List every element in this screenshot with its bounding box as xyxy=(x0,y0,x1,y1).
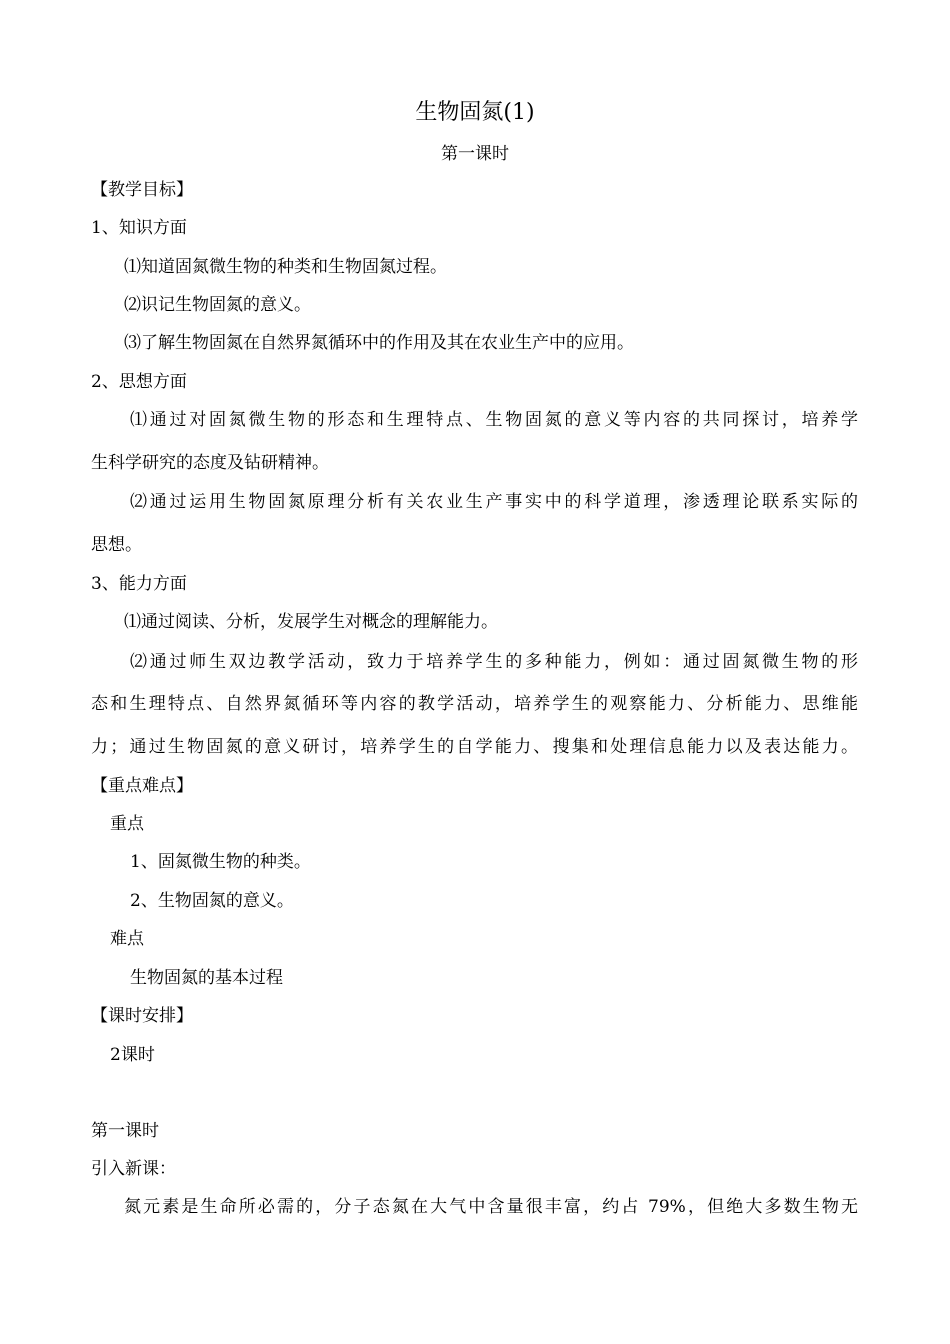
thought-item-line: 生科学研究的态度及钻研精神。 xyxy=(91,453,329,473)
subsection-heading-knowledge: 1、知识方面 xyxy=(91,218,187,238)
intro-paragraph-line: 氮元素是生命所必需的，分子态氮在大气中含量很丰富，约占 79%，但绝大多数生物无 xyxy=(124,1197,858,1217)
intro-label: 引入新课： xyxy=(91,1159,176,1179)
ability-item-line: 态和生理特点、自然界氮循环等内容的教学活动，培养学生的观察能力、分析能力、思维能 xyxy=(91,694,858,714)
ability-item-line: 力；通过生物固氮的意义研讨，培养学生的自学能力、搜集和处理信息能力以及表达能力。 xyxy=(91,737,858,757)
section-heading-goals: 【教学目标】 xyxy=(91,180,193,200)
knowledge-item: ⑵识记生物固氮的意义。 xyxy=(124,295,311,315)
focus-item: 2、生物固氮的意义。 xyxy=(130,891,294,911)
subsection-heading-thought: 2、思想方面 xyxy=(91,372,187,392)
schedule-value: 2课时 xyxy=(110,1045,155,1065)
knowledge-item: ⑴知道固氮微生物的种类和生物固氮过程。 xyxy=(124,257,447,277)
difficulty-label: 难点 xyxy=(110,929,144,949)
focus-item: 1、固氮微生物的种类。 xyxy=(130,852,311,872)
document-title: 生物固氮(1) xyxy=(415,100,535,125)
focus-label: 重点 xyxy=(110,814,144,834)
subsection-heading-ability: 3、能力方面 xyxy=(91,574,187,594)
section-heading-key-points: 【重点难点】 xyxy=(91,776,193,796)
thought-item-line: ⑵通过运用生物固氮原理分析有关农业生产事实中的科学道理，渗透理论联系实际的 xyxy=(130,492,858,512)
ability-item-line: ⑵通过师生双边教学活动，致力于培养学生的多种能力，例如：通过固氮微生物的形 xyxy=(130,652,858,672)
thought-item-line: ⑴通过对固氮微生物的形态和生理特点、生物固氮的意义等内容的共同探讨，培养学 xyxy=(130,410,858,430)
knowledge-item: ⑶了解生物固氮在自然界氮循环中的作用及其在农业生产中的应用。 xyxy=(124,333,634,353)
lesson-heading: 第一课时 xyxy=(91,1121,159,1141)
ability-item: ⑴通过阅读、分析，发展学生对概念的理解能力。 xyxy=(124,612,498,632)
section-heading-schedule: 【课时安排】 xyxy=(91,1006,193,1026)
document-subtitle: 第一课时 xyxy=(441,144,509,164)
difficulty-item: 生物固氮的基本过程 xyxy=(130,968,283,988)
thought-item-line: 思想。 xyxy=(91,535,142,555)
